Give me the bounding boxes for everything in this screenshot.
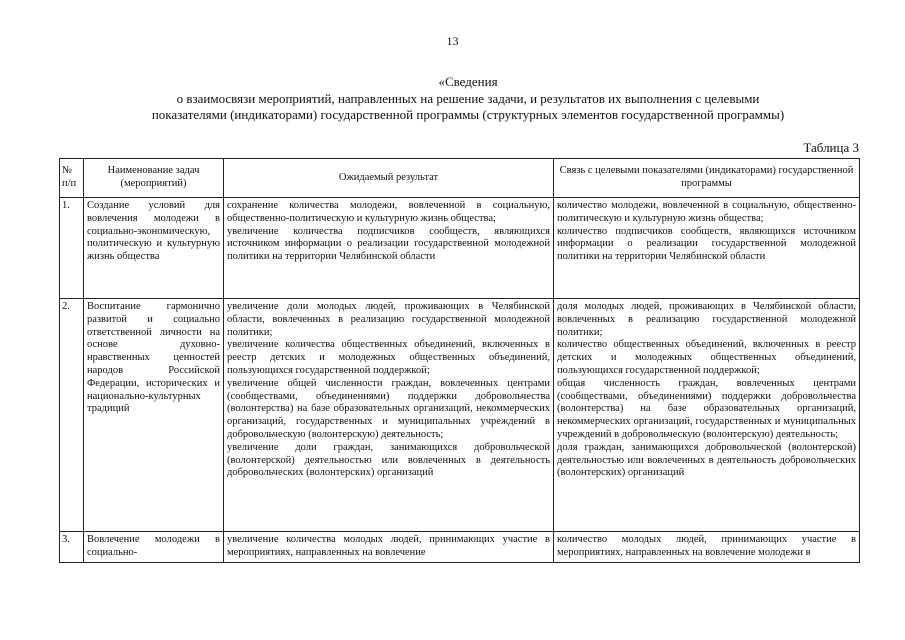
row-link [554,532,860,563]
data-table [59,158,860,563]
result-item: увеличение общей численности граждан, вовлеченных центрами (сообществами, объединениями) поддержки добровольчества (волонтерства) на базе образовательных организаций, некоммерческих организаций, государственных и муниципальных учреждений в добровольческую (волонтерскую) деятельность; [227,377,550,440]
document-title [88,74,848,124]
row-result [224,532,554,563]
link-item: количество молодых людей, принимающих участие в мероприятиях, направленных на вовлечение молодежи в [557,534,856,558]
row-task: Создание условий для вовлечения молодежи в социально-экономическую, политическую и культурную жизнь общества [84,198,224,299]
table-row [60,532,860,563]
row-link [554,198,860,299]
table-row [60,299,860,532]
table-header-row [60,159,860,198]
result-item: увеличение количества общественных объединений, включенных в реестр детских и молодежных общественных объединений, пользующихся государственной поддержкой; [227,339,550,376]
table-row [60,198,860,299]
link-item: доля молодых людей, проживающих в Челябинской области, вовлеченных в реализацию государственной молодежной политики; [557,301,856,338]
table-caption: Таблица 3 [803,140,859,155]
title-line-3: показателями (индикаторами) государственной программы (структурных элементов государственной программы) [151,107,785,122]
link-item: общая численность граждан, вовлеченных центрами (сообществами, объединениями) поддержки добровольчества (волонтерства) на базе образовательных организаций, некоммерческих организаций, государственных и муниципальных учреждений в добровольческую (волонтерскую) деятельность; [557,377,856,440]
result-item: увеличение доли граждан, занимающихся добровольческой (волонтерской) деятельностью или вовлеченных в деятельность добровольческих (волонтерских) организаций [227,441,550,479]
row-task: Воспитание гармонично развитой и социально ответственной личности на основе духовно-нравственных ценностей народов Российской Федерации, исторических и национально-культурных традиций [84,299,224,532]
result-item: увеличение количества подписчиков сообществ, являющихся источником информации о реализации государственной молодежной политики на территории Челябинской области [227,225,550,263]
row-link [554,299,860,532]
page-number: 13 [446,34,459,48]
row-num: 2. [60,299,84,532]
row-num: 1. [60,198,84,299]
header-num: № п/п [60,159,84,198]
row-task: Вовлечение молодежи в социально- [84,532,224,563]
header-link: Связь с целевыми показателями (индикаторами) государственной программы [554,159,860,198]
title-line-1: «Сведения [438,74,498,89]
link-item: доля граждан, занимающихся добровольческой (волонтерской) деятельностью или вовлеченных в деятельность добровольческих (волонтерских) организаций [557,441,856,479]
header-result: Ожидаемый результат [224,159,554,198]
row-result [224,198,554,299]
header-task: Наименование задач (мероприятий) [84,159,224,198]
row-result [224,299,554,532]
link-item: количество подписчиков сообществ, являющихся источником информации о реализации государственной молодежной политики на территории Челябинской области [557,225,856,263]
result-item: сохранение количества молодежи, вовлеченной в социальную, общественно-политическую и культурную жизнь общества; [227,200,550,224]
link-item: количество общественных объединений, включенных в реестр детских и молодежных общественных объединений, пользующихся государственной поддержкой; [557,339,856,376]
link-item: количество молодежи, вовлеченной в социальную, общественно-политическую и культурную жизнь общества; [557,200,856,224]
result-item: увеличение количества молодых людей, принимающих участие в мероприятиях, направленных на вовлечение [227,534,550,558]
result-item: увеличение доли молодых людей, проживающих в Челябинской области, вовлеченных в реализацию государственной молодежной политики; [227,301,550,338]
title-line-2: о взаимосвязи мероприятий, направленных на решение задачи, и результатов их выполнения с целевыми [176,90,760,106]
row-num: 3. [60,532,84,563]
